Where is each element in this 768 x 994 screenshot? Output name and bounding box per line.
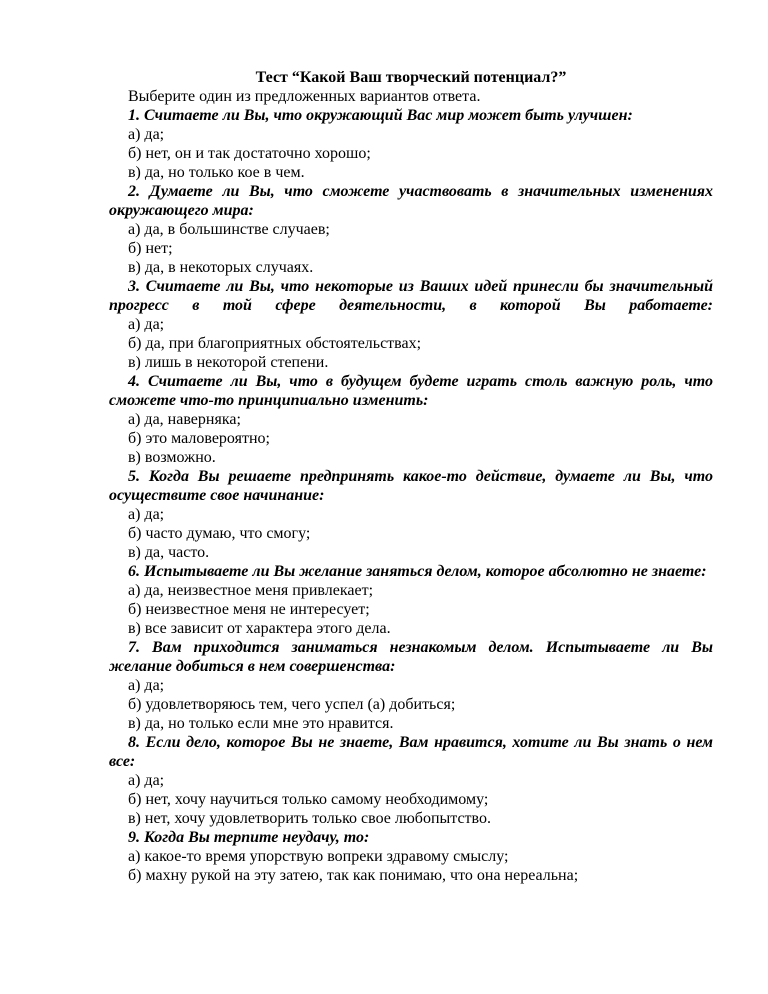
- question-list: [109, 106, 713, 885]
- answer-option: б) это маловероятно;: [128, 430, 270, 447]
- answer-option: а) какое-то время упорствую вопреки здравому смыслу;: [128, 848, 509, 865]
- answer-option: б) махну рукой на эту затею, так как понимаю, что она нереальна;: [128, 867, 579, 884]
- answer-option: а) да, наверняка;: [128, 411, 241, 428]
- answer-option: а) да;: [128, 506, 165, 523]
- question-block: [109, 277, 713, 372]
- question-text: 5. Когда Вы решаете предпринять какое-то действие, думаете ли Вы, что осуществите свое начинание:: [109, 468, 713, 504]
- answer-option: б) нет, хочу научиться только самому необходимому;: [128, 791, 489, 808]
- answer-option: а) да;: [128, 126, 165, 143]
- answer-option: а) да;: [128, 316, 165, 333]
- question-text: 8. Если дело, которое Вы не знаете, Вам нравится, хотите ли Вы знать о нем все:: [109, 734, 713, 770]
- answer-option: в) да, но только кое в чем.: [128, 164, 305, 181]
- question-block: [109, 733, 713, 828]
- answer-option: в) возможно.: [128, 449, 216, 466]
- answer-option: а) да, неизвестное меня привлекает;: [128, 582, 374, 599]
- answer-option: в) да, в некоторых случаях.: [128, 259, 314, 276]
- question-block: [109, 372, 713, 467]
- answer-option: в) да, но только если мне это нравится.: [128, 715, 394, 732]
- question-text: 9. Когда Вы терпите неудачу, то:: [128, 829, 370, 846]
- question-block: [109, 182, 713, 277]
- answer-option: в) лишь в некоторой степени.: [128, 354, 329, 371]
- answer-option: б) да, при благоприятных обстоятельствах;: [128, 335, 422, 352]
- instructions: Выберите один из предложенных вариантов ответа.: [128, 88, 481, 105]
- question-text: 6. Испытываете ли Вы желание заняться делом, которое абсолютно не знаете:: [128, 563, 707, 580]
- answer-option: б) нет;: [128, 240, 173, 257]
- question-block: [109, 106, 713, 182]
- question-text: 4. Считаете ли Вы, что в будущем будете играть столь важную роль, что сможете что-то принципиально изменить:: [109, 373, 713, 409]
- answer-option: б) нет, он и так достаточно хорошо;: [128, 145, 371, 162]
- answer-option: б) часто думаю, что смогу;: [128, 525, 311, 542]
- question-block: [109, 828, 713, 885]
- answer-option: а) да;: [128, 772, 165, 789]
- answer-option: в) нет, хочу удовлетворить только свое любопытство.: [128, 810, 491, 827]
- question-text: 2. Думаете ли Вы, что сможете участвовать в значительных изменениях окружающего мира:: [109, 183, 713, 219]
- answer-option: в) да, часто.: [128, 544, 210, 561]
- answer-option: б) неизвестное меня не интересует;: [128, 601, 370, 618]
- question-block: [109, 467, 713, 562]
- answer-option: в) все зависит от характера этого дела.: [128, 620, 391, 637]
- page-title: Тест “Какой Ваш творческий потенциал?”: [255, 69, 567, 86]
- answer-option: а) да;: [128, 677, 165, 694]
- question-text: 7. Вам приходится заниматься незнакомым делом. Испытываете ли Вы желание добиться в нем совершенства:: [109, 639, 713, 675]
- question-block: [109, 562, 713, 638]
- question-block: [109, 638, 713, 733]
- answer-option: а) да, в большинстве случаев;: [128, 221, 330, 238]
- answer-option: б) удовлетворяюсь тем, чего успел (а) добиться;: [128, 696, 456, 713]
- document-page: [109, 68, 713, 885]
- question-text: 1. Считаете ли Вы, что окружающий Вас мир может быть улучшен:: [128, 107, 633, 124]
- question-text: 3. Считаете ли Вы, что некоторые из Ваших идей принесли бы значительный прогресс в той сфере деятельности, в которой Вы работаете:: [109, 278, 713, 314]
